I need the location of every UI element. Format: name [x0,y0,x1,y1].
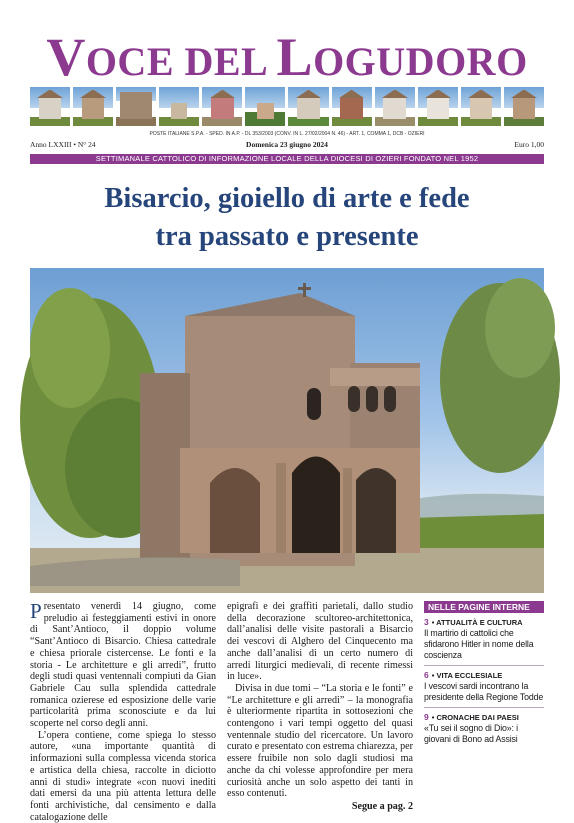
article-paragraph: L’opera contiene, come spiega lo stesso autore, «una importante quantità di informazioni sulla complessa vicenda storica e artistica della chiesa, raccolte in diciotto anni di studi» integrate «con nuovi inediti dati emersi da una più attenta lettura delle fonti archivistiche, dal censimento e dalla catalogazione delle [30,729,216,823]
continue-link[interactable]: Segue a pag. 2 [351,800,413,812]
sidebar-item-section-label: • ATTUALITÀ E CULTURA [431,618,523,627]
church-thumbnail [461,87,501,126]
sidebar-item-section-label: • VITA ECCLESIALE [431,671,503,680]
church-thumbnail [418,87,458,126]
postal-notice: POSTE ITALIANE S.P.A. - SPED. IN A.P. - DL 353/2003 (CONV. IN L. 27/02/2004 N. 46) - ART. 1, COMMA 1, DCB - OZIERI [149,131,425,137]
article-column-1 [30,601,216,823]
church-illustration [30,268,544,593]
headline-line-1: Bisarcio, gioiello di arte e fede [104,183,470,214]
masthead-word-oce-del: OCE DEL [85,39,277,84]
sidebar-item-section [424,617,544,628]
sidebar-item-page-number: 6 [424,670,429,680]
sidebar-item[interactable] [424,613,544,666]
sidebar-item-text: I vescovi sardi incontrano la presidente della Regione Todde [424,681,544,702]
issue-number: Anno LXXIII • N° 24 [30,140,96,149]
sidebar-item-page-number: 3 [424,617,429,627]
sidebar-item-page-number: 9 [424,712,429,722]
masthead-letter-l: L [276,27,314,87]
issue-meta-row [30,140,544,151]
church-thumbnail [504,87,544,126]
tagline-bar: SETTIMANALE CATTOLICO DI INFORMAZIONE LOCALE DELLA DIOCESI DI OZIERI FONDATO NEL 1952 [30,154,544,164]
sidebar-item[interactable] [424,708,544,749]
article-paragraph [30,601,216,730]
church-thumbnail [116,87,156,126]
church-thumbnail [159,87,199,126]
article-dropcap: P [30,599,42,623]
church-thumbnail [245,87,285,126]
hero-photo-church [30,268,544,593]
article-paragraph: epigrafi e dei graffiti parietali, dallo studio della decorazione scultoreo-architettonica, dall’analisi delle visite pastorali a Bisarcio dei vescovi di Alghero del Cinquecento ma anche dall’analisi di un certo numero di arredi liturgici medievali, di recente rimessi in luce». [227,601,413,683]
church-thumbnail [202,87,242,126]
inside-pages-sidebar [424,601,544,749]
sidebar-item[interactable] [424,666,544,708]
article-column-2 [227,601,413,813]
church-thumbnail [73,87,113,126]
sidebar-heading: NELLE PAGINE INTERNE [424,601,544,613]
church-photo-strip [30,87,544,126]
headline-line-2: tra passato e presente [155,221,419,252]
main-headline [40,180,534,256]
issue-price: Euro 1,00 [514,140,544,149]
church-thumbnail [288,87,328,126]
masthead-title [30,28,544,91]
sidebar-item-section-label: • CRONACHE DAI PAESI [431,713,519,722]
sidebar-item-text: «Tu sei il sogno di Dio»: i giovani di Bono ad Assisi [424,723,518,744]
sidebar-item-text: Il martirio di cattolici che sfidarono Hitler in nome della coscienza [424,628,534,660]
sidebar-item-section [424,712,544,723]
church-thumbnail [30,87,70,126]
issue-date: Domenica 23 giugno 2024 [246,140,328,149]
article-text: resentato venerdì 14 giugno, come preludio ai festeggiamenti estivi in onore di Sant’Antioco, il doppio volume “Sant’Antioco di Bisarcio. Chiesa cattedrale e chiesa priorale cistercense. Le fonti e la storia - Le architetture e gli arredi”, frutto degli studi quasi ventennali compiuti da Gian Gabriele Cau sulla splendida cattedrale romanica ozierese ed esposizione delle varie particolarità prima sconosciute e da lui scoperte nel corso degli anni. [30,601,216,730]
article-paragraph: Divisa in due tomi – “La storia e le fonti” e “Le architetture e gli arredi” – la monografia è ulteriormente ripartita in sottosezioni che contengono i vari tempi oggetto del quasi ventennale studio del ricercatore. Un lavoro curato e presentato con estrema chiarezza, per essere fruibile non solo dagli studiosi ma anche da chi volesse approfondire per mera curiosità anche un solo aspetto dei tanti in esso contenuti. [227,682,413,800]
masthead-word-ogudoro: OGUDORO [313,39,528,84]
sidebar-item-section [424,670,544,681]
masthead-letter-v: V [46,27,86,87]
church-thumbnail [332,87,372,126]
church-thumbnail [375,87,415,126]
